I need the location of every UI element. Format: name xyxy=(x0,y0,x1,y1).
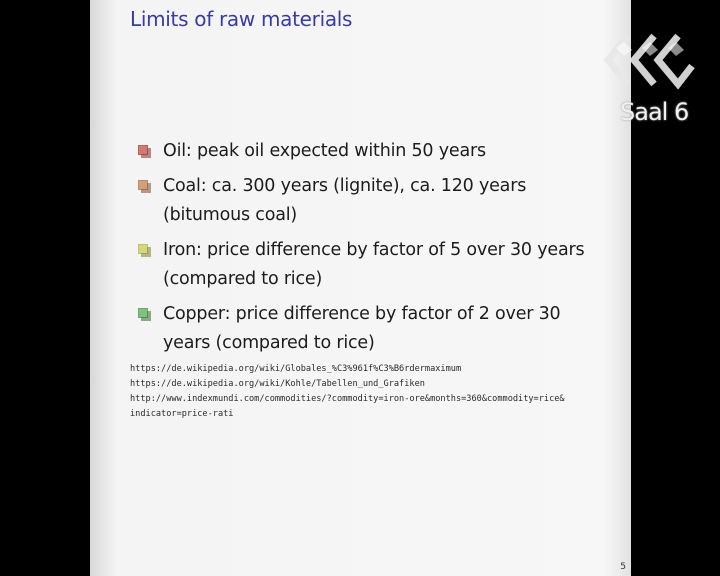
reference-link: https://de.wikipedia.org/wiki/Globales_%C3%961f%C3%B6rdermaximum xyxy=(130,364,462,374)
ccc-logo-icon xyxy=(598,28,698,98)
bullet-marker-icon xyxy=(138,244,150,256)
reference-link: http://www.indexmundi.com/commodities/?commodity=iron-ore&months=360&commodity=rice& xyxy=(130,394,565,404)
slide-title: Limits of raw materials xyxy=(130,7,353,31)
presentation-slide xyxy=(90,0,631,576)
page-number: 5 xyxy=(620,562,626,572)
bullet-list xyxy=(136,137,606,364)
reference-link: indicator=price-rati xyxy=(130,409,234,419)
bullet-item-copper xyxy=(136,300,606,358)
reference-list xyxy=(130,362,565,422)
bullet-text: Copper: price difference by factor of 2 over 30 years (compared to rice) xyxy=(163,304,561,353)
bullet-text: Coal: ca. 300 years (lignite), ca. 120 years (bitumous coal) xyxy=(163,176,527,225)
bullet-text: Oil: peak oil expected within 50 years xyxy=(163,141,486,161)
reference-link: https://de.wikipedia.org/wiki/Kohle/Tabellen_und_Grafiken xyxy=(130,379,425,389)
room-label: Saal 6 xyxy=(620,98,689,126)
bullet-item-oil xyxy=(136,137,606,166)
bullet-item-iron xyxy=(136,236,606,294)
bullet-marker-icon xyxy=(138,180,150,192)
bullet-marker-icon xyxy=(138,145,150,157)
bullet-marker-icon xyxy=(138,308,150,320)
bullet-item-coal xyxy=(136,172,606,230)
bullet-text: Iron: price difference by factor of 5 over 30 years (compared to rice) xyxy=(163,240,585,289)
